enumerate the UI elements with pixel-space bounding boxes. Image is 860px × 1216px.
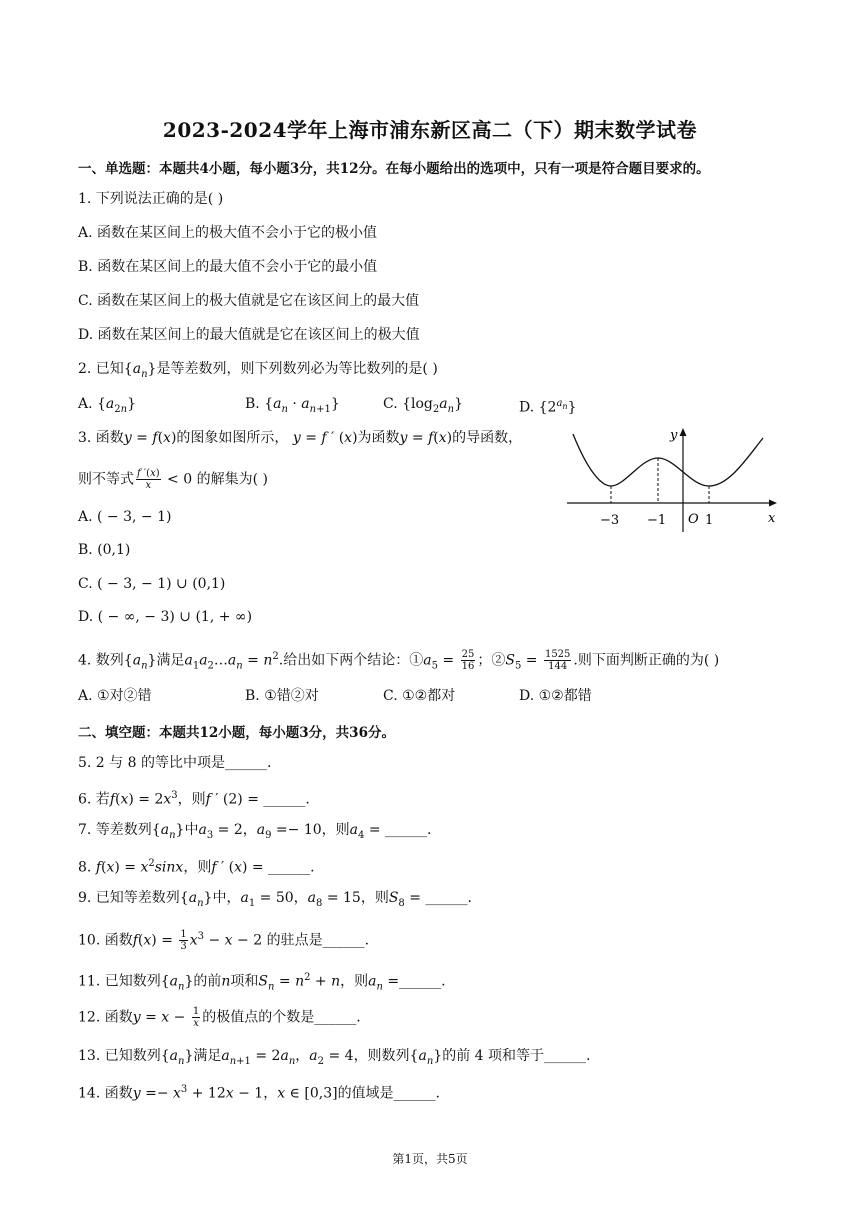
q3-option-b: B. (0,1) xyxy=(78,542,131,558)
q2-option-a: A. $\{a_{2n}\}$ xyxy=(78,396,137,415)
q2-stem-post: }是等差数列，则下列数列必为等比数列的是( ) xyxy=(147,361,438,377)
q6: 6. 若$f(x) = 2x^3$，则f ′ (2) = ______. xyxy=(78,790,310,808)
q13: 13. 已知数列$\{a_n\}$满足$a_{n+1} = 2a_n$，$a_2 = 4$，则数列$\{a_n\}$的前 4 项和等于______. xyxy=(78,1048,591,1067)
q5: 5. 2 与 8 的等比中项是______. xyxy=(78,755,272,771)
q3-stem-line2: 则不等式 $\frac{f '(x)}{x}$ < 0 的解集为( ) xyxy=(78,468,268,491)
q4-stem: 4. 数列$\{a_n\}$满足$a_1a_2\dots a_n = n^2$.给出如下两个结论：$①a_5$ = $\frac{25}{16}$ ；$②S_5$ = $\frac{1525}{144}$ .则下面判断正确的为( ) xyxy=(78,649,720,673)
q3-option-d: D. ( − ∞, − 3) ∪ (1, + ∞) xyxy=(78,609,253,625)
q2-stem: 2. 已知$\{a_n\}$是等差数列，则下列数列必为等比数列的是( ) xyxy=(78,361,438,380)
y-axis-label: y xyxy=(670,428,678,443)
x-axis-label: x xyxy=(768,511,776,526)
origin-label: O xyxy=(688,512,699,527)
q4-option-b: B. ①错②对 xyxy=(245,688,319,704)
q1-stem: 1. 下列说法正确的是( ) xyxy=(78,191,224,207)
q10: 10. 函数f(x) = $\frac{1}{3}$ $x^3 - x - 2$ 的驻点是______. xyxy=(78,929,370,953)
q1-option-b: B. 函数在某区间上的最大值不会小于它的最小值 xyxy=(78,259,378,275)
tick-label-neg1: −1 xyxy=(647,513,667,528)
q3-stem-line1: 3. 函数y = f(x)的图象如图所示， y = f ′ (x)为函数y = f(x)的导函数， xyxy=(78,430,523,446)
q8: 8. $f(x) = x^2\sin x$，则f ′ (x) = ______. xyxy=(78,858,315,876)
q2-option-d: D. $\{2^{a_n}\}$ xyxy=(519,398,577,416)
q1-option-c: C. 函数在某区间上的极大值就是它在该区间上的最大值 xyxy=(78,293,420,309)
q2-stem-pre: 2. 已知{ xyxy=(78,361,133,377)
derivative-curve xyxy=(573,434,763,486)
q2-option-c: C. $\{\log_2a_n\}$ xyxy=(383,396,464,415)
q4-option-a: A. ①对②错 xyxy=(78,688,152,704)
page-title: 2023-2024学年上海市浦东新区高二（下）期末数学试卷 xyxy=(162,118,698,142)
q3-derivative-graph xyxy=(565,424,785,536)
q3-option-c: C. ( − 3, − 1) ∪ (0,1) xyxy=(78,576,226,592)
tick-label-1: 1 xyxy=(705,513,714,528)
x-axis-arrow-icon xyxy=(769,500,777,507)
q9: 9. 已知等差数列$\{a_n\}$中，$a_1 = 50$，$a_8 = 15$，则$S_8$ = ______. xyxy=(78,890,472,909)
y-axis-arrow-icon xyxy=(680,428,687,436)
page-footer: 第1页，共5页 xyxy=(392,1152,468,1166)
q2-option-b: B. $\{a_n \cdot a_{n+1}\}$ xyxy=(245,396,340,415)
q12: 12. 函数y = x − $\frac{1}{x}$ 的极值点的个数是______. xyxy=(78,1006,361,1029)
q11: 11. 已知数列$\{a_n\}$的前n项和$S_n = n^2 + n$，则$a_n$ =______. xyxy=(78,972,446,993)
q7: 7. 等差数列$\{a_n\}$中$a_3 = 2$，$a_9 =- 10$，则$a_4$ = ______. xyxy=(78,822,432,841)
section-1-heading: 一、单选题：本题共4小题，每小题3分，共12分。在每小题给出的选项中，只有一项是符合题目要求的。 xyxy=(78,161,710,177)
section-2-heading: 二、填空题：本题共12小题，每小题3分，共36分。 xyxy=(78,725,395,741)
q3-option-a: A. ( − 3, − 1) xyxy=(78,509,172,525)
q4-option-c: C. ①②都对 xyxy=(383,688,456,704)
q1-option-d: D. 函数在某区间上的最大值就是它在该区间上的极大值 xyxy=(78,327,420,343)
q4-option-d: D. ①②都错 xyxy=(519,688,592,704)
tick-label-neg3: −3 xyxy=(600,513,620,528)
q1-option-a: A. 函数在某区间上的极大值不会小于它的极小值 xyxy=(78,225,378,241)
q14: 14. 函数$y =- x^3 + 12x - 1$，x ∈ [0,3]的值域是______. xyxy=(78,1084,441,1102)
